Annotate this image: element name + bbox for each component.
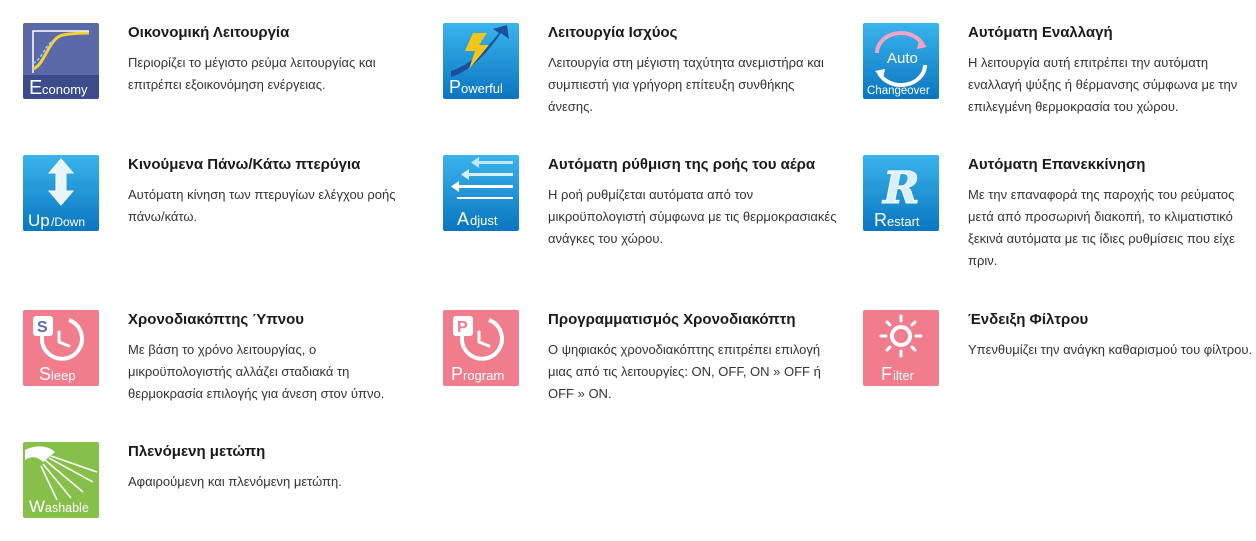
feature-title: Οικονομική Λειτουργία <box>128 24 290 41</box>
feature-title: Αυτόματη Επανεκκίνηση <box>968 156 1146 173</box>
economy-icon-label: conomy <box>42 82 88 97</box>
feature-description: Με βάση το χρόνο λειτουργίας, ο μικροϋπολογιστής αλλάζει σταδιακά τη θερμοκρασία επιλογής για άνεση στον ύπνο. <box>128 342 385 401</box>
feature-title: Λειτουργία Ισχύος <box>548 24 678 41</box>
program-icon <box>443 310 519 386</box>
feature-title: Κινούμενα Πάνω/Κάτω πτερύγια <box>128 156 361 173</box>
washable-icon-letter: W <box>29 497 46 516</box>
program-icon-badge: P <box>457 319 468 336</box>
restart-icon-label: estart <box>887 214 920 229</box>
feature-description: Με την επαναφορά της παροχής του ρεύματος μετά από προσωρινή διακοπή, το κλιματιστικό ξεκινά αυτόματα με τις ίδιες ρυθμίσεις που είχε πριν. <box>968 187 1235 268</box>
feature-title: Προγραμματισμός Χρονοδιακόπτη <box>548 311 796 328</box>
washable-icon-label: ashable <box>45 501 89 515</box>
feature-title: Αυτόματη ρύθμιση της ροής του αέρα <box>548 156 816 173</box>
filter-icon-letter: F <box>881 364 892 384</box>
washable-icon <box>23 442 99 518</box>
feature-title: Αυτόματη Εναλλαγή <box>968 24 1113 41</box>
adjust-icon <box>443 155 519 231</box>
sleep-icon-label: leep <box>51 368 76 383</box>
feature-title: Ένδειξη Φίλτρου <box>968 311 1089 328</box>
feature-description: Αυτόματη κίνηση των πτερυγίων ελέγχου ροής πάνω/κάτω. <box>128 187 396 224</box>
program-icon-letter: P <box>451 364 464 384</box>
program-icon-label: rogram <box>463 368 505 383</box>
auto-changeover-icon-label-2: Changeover <box>867 85 930 97</box>
feature-description: Ο ψηφιακός χρονοδιακόπτης επιτρέπει επιλογή μιας από τις λειτουργίες: ON, OFF, ON » OFF ή OFF » ON. <box>548 342 821 401</box>
sleep-icon <box>23 310 99 386</box>
restart-icon <box>863 155 939 231</box>
up-down-icon <box>23 155 99 231</box>
auto-changeover-icon <box>863 23 939 99</box>
filter-icon-label: ilter <box>893 368 914 383</box>
powerful-icon <box>443 23 519 99</box>
economy-icon-letter: E <box>29 77 43 99</box>
auto-changeover-icon-label: Auto <box>887 50 918 67</box>
feature-description: Περιορίζει το μέγιστο ρεύμα λειτουργίας και επιτρέπει εξοικονόμηση ενέργειας. <box>128 55 376 92</box>
restart-icon-letter: R <box>874 210 887 230</box>
economy-icon <box>23 23 99 99</box>
feature-description: Λειτουργία στη μέγιστη ταχύτητα ανεμιστήρα και συμπιεστή για γρήγορη επίτευξη συνθήκης άνεσης. <box>548 55 824 114</box>
restart-icon-glyph: R <box>883 163 920 214</box>
powerful-icon-letter: P <box>449 77 462 97</box>
feature-description: Αφαιρούμενη και πλενόμενη μετώπη. <box>128 474 342 489</box>
feature-title: Χρονοδιακόπτης Ύπνου <box>128 311 304 328</box>
filter-icon <box>863 310 939 386</box>
feature-title: Πλενόμενη μετώπη <box>128 443 266 460</box>
powerful-icon-label: owerful <box>461 81 503 96</box>
feature-description: Υπενθυμίζει την ανάγκη καθαρισμού του φίλτρου. <box>968 342 1253 357</box>
feature-description: Η ροή ρυθμίζεται αυτόματα από τον μικροϋπολογιστή σύμφωνα με τις θερμοκρασιακές ανάγκες του χώρου. <box>548 187 837 246</box>
sleep-icon-badge: S <box>37 319 48 336</box>
adjust-icon-label: djust <box>470 213 498 228</box>
feature-description: Η λειτουργία αυτή επιτρέπει την αυτόματη εναλλαγή ψύξης ή θέρμανσης σύμφωνα με την επιλεγμένη θερμοκρασία του χώρου. <box>968 55 1238 114</box>
up-down-icon-label: Up <box>28 211 50 230</box>
adjust-icon-letter: A <box>457 209 470 229</box>
sleep-icon-letter: S <box>39 364 52 384</box>
up-down-icon-label-2: /Down <box>51 215 86 229</box>
